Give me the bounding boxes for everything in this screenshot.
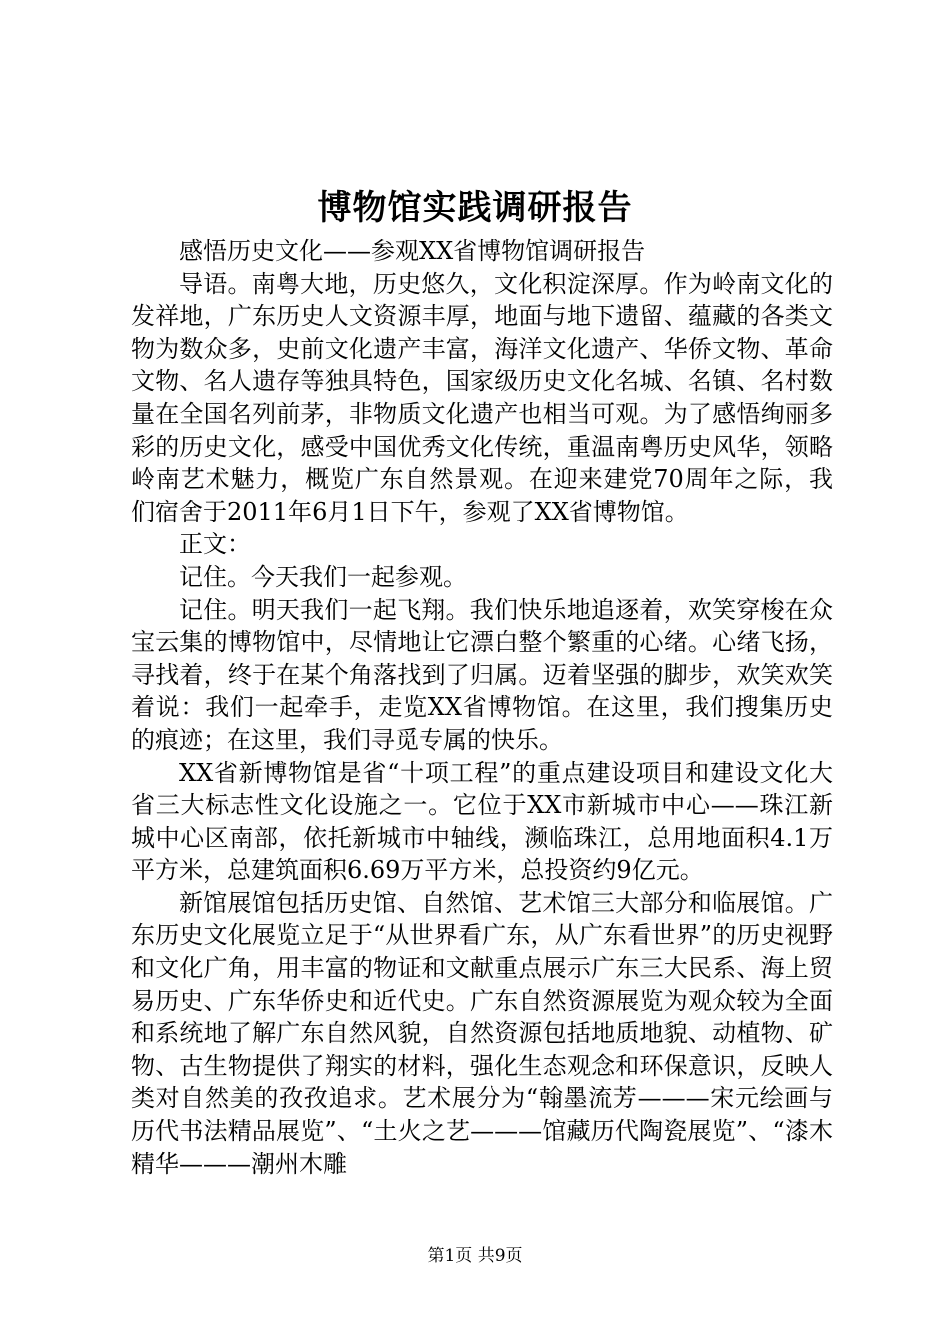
document-body — [131, 235, 833, 1180]
document-title: 博物馆实践调研报告 — [317, 188, 633, 228]
body-paragraph: 新馆展馆包括历史馆、自然馆、艺术馆三大部分和临展馆。广东历史文化展览立足于“从世界看广东，从广东看世界”的历史视野和文化广角，用丰富的物证和文献重点展示广东三大民系、海上贸易历史、广东华侨史和近代史。广东自然资源展览为观众较为全面和系统地了解广东自然风貌，自然资源包括地质地貌、动植物、矿物、古生物提供了翔实的材料，强化生态观念和环保意识，反映人类对自然美的孜孜追求。艺术展分为“翰墨流芳———宋元绘画与历代书法精品展览”、“土火之艺———馆藏历代陶瓷展览”、“漆木精华———潮州木雕 — [131, 888, 833, 1178]
page-footer: 第1页 共9页 — [427, 1246, 523, 1266]
body-paragraph: XX省新博物馆是省“十项工程”的重点建设项目和建设文化大省三大标志性文化设施之一。它位于XX市新城市中心——珠江新城中心区南部，依托新城市中轴线，濒临珠江，总用地面积4.1万平方米，总建筑面积6.69万平方米，总投资约9亿元。 — [131, 758, 833, 885]
body-paragraph: 记住。明天我们一起飞翔。我们快乐地追逐着，欢笑穿梭在众宝云集的博物馆中，尽情地让它漂白整个繁重的心绪。心绪飞扬，寻找着，终于在某个角落找到了归属。迈着坚强的脚步，欢笑欢笑着说：我们一起牵手，走览XX省博物馆。在这里，我们搜集历史的痕迹；在这里，我们寻觅专属的快乐。 — [131, 595, 833, 754]
section-heading-paragraph: 正文： — [179, 530, 251, 559]
subtitle-paragraph: 感悟历史文化——参观XX省博物馆调研报告 — [179, 237, 646, 265]
body-paragraph: 记住。今天我们一起参观。 — [179, 562, 467, 591]
intro-paragraph: 导语。南粤大地，历史悠久，文化积淀深厚。作为岭南文化的发祥地，广东历史人文资源丰厚，地面与地下遗留、蕴藏的各类文物为数众多，史前文化遗产丰富，海洋文化遗产、华侨文物、革命文物、名人遗存等独具特色，国家级历史文化名城、名镇、名村数量在全国名列前茅，非物质文化遗产也相当可观。为了感悟绚丽多彩的历史文化，感受中国优秀文化传统，重温南粤历史风华，领略岭南艺术魅力，概览广东自然景观。在迎来建党70周年之际，我们宿舍于2011年6月1日下午，参观了XX省博物馆。 — [131, 269, 833, 526]
